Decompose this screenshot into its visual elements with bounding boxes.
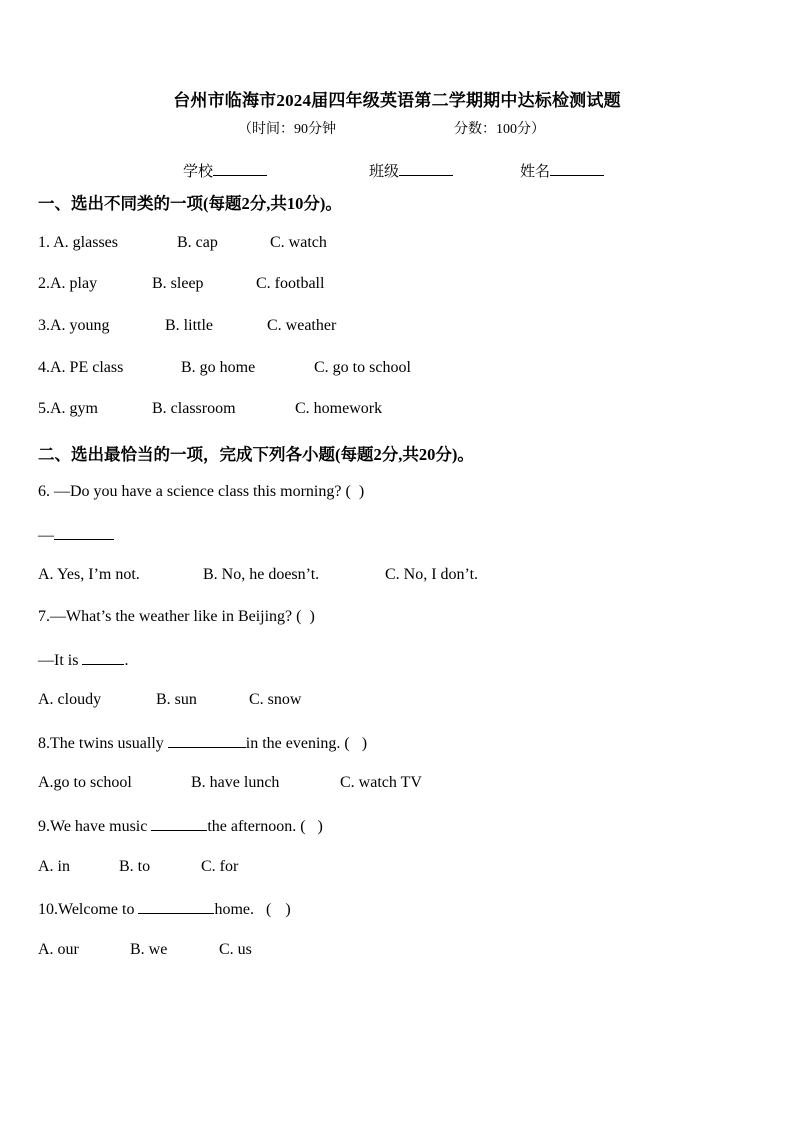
question-5-option-c: C. homework — [295, 400, 383, 417]
reply-blank[interactable] — [54, 525, 114, 540]
question-2-option-b: B. sleep — [152, 275, 204, 292]
class-field — [369, 160, 453, 181]
question-3-option-c: C. weather — [267, 317, 337, 334]
answer-paren-close: ) — [317, 818, 323, 835]
option-a: A. glasses — [53, 234, 119, 251]
school-blank[interactable] — [213, 161, 267, 176]
question-number: 4. — [38, 359, 50, 376]
question-8-stem — [38, 733, 367, 753]
question-number: 1. — [38, 234, 54, 251]
question-10-stem — [38, 899, 291, 919]
question-7-option-c: C. snow — [249, 691, 302, 708]
stem-prefix: 8.The twins usually — [38, 735, 164, 752]
reply-suffix: . — [124, 652, 129, 669]
class-blank[interactable] — [399, 161, 453, 176]
exam-time: （时间：90分钟 — [238, 122, 336, 137]
question-6-text: 6. —Do you have a science class this morning? ( — [38, 483, 351, 500]
school-field — [183, 160, 267, 181]
question-6-stem — [38, 483, 364, 501]
section-1-heading: 一、选出不同类的一项(每题2分,共10分)。 — [38, 194, 342, 213]
question-7-stem — [38, 608, 315, 626]
question-5-option-b: B. classroom — [152, 400, 236, 417]
question-6-option-c: C. No, I don’t. — [385, 566, 479, 583]
question-9-option-b: B. to — [119, 858, 151, 875]
name-blank[interactable] — [550, 161, 604, 176]
question-8-option-a: A.go to school — [38, 774, 132, 791]
question-9-stem — [38, 816, 323, 836]
question-1-option-b: B. cap — [177, 234, 218, 251]
stem-blank[interactable] — [168, 733, 246, 748]
question-4 — [38, 359, 123, 377]
option-a: A. young — [50, 317, 110, 334]
stem-suffix: in the evening. ( — [245, 735, 350, 752]
answer-paren-close: ) — [361, 735, 368, 752]
answer-paren-close: ) — [358, 483, 365, 500]
question-1 — [38, 234, 118, 252]
reply-dash: — — [38, 527, 54, 544]
question-9-option-a: A. in — [38, 858, 70, 875]
reply-blank[interactable] — [82, 650, 124, 665]
class-label: 班级 — [369, 164, 400, 180]
question-8-option-b: B. have lunch — [191, 774, 280, 791]
question-number: 2. — [38, 275, 50, 292]
option-a: A. gym — [50, 400, 98, 417]
question-7-option-b: B. sun — [156, 691, 197, 708]
question-7-option-a: A. cloudy — [38, 691, 102, 708]
question-7-reply — [38, 650, 128, 670]
stem-prefix: 10.Welcome to — [38, 901, 135, 918]
question-10-option-c: C. us — [219, 941, 252, 958]
question-8-option-c: C. watch TV — [340, 774, 422, 791]
option-a: A. PE class — [50, 359, 124, 376]
reply-prefix: —It is — [38, 652, 79, 669]
question-5 — [38, 400, 98, 418]
question-4-option-c: C. go to school — [314, 359, 411, 376]
stem-blank[interactable] — [138, 899, 214, 914]
question-10-option-a: A. our — [38, 941, 79, 958]
question-6-reply — [38, 525, 114, 545]
stem-suffix: home. ( — [214, 901, 272, 918]
question-10-option-b: B. we — [130, 941, 168, 958]
answer-paren-close: ) — [309, 608, 315, 625]
question-9-option-c: C. for — [201, 858, 239, 875]
school-label: 学校 — [183, 164, 214, 180]
question-number: 3. — [38, 317, 50, 334]
name-field — [520, 160, 604, 181]
option-a: A. play — [50, 275, 98, 292]
question-3 — [38, 317, 110, 335]
stem-suffix: the afternoon. ( — [207, 818, 306, 835]
question-6-option-a: A. Yes, I’m not. — [38, 566, 140, 583]
answer-paren-close: ) — [285, 901, 291, 918]
question-4-option-b: B. go home — [181, 359, 256, 376]
section-2-heading: 二、选出最恰当的一项，完成下列各小题(每题2分,共20分)。 — [38, 445, 474, 464]
stem-prefix: 9.We have music — [38, 818, 148, 835]
question-2 — [38, 275, 97, 293]
question-1-option-c: C. watch — [270, 234, 327, 251]
question-3-option-b: B. little — [165, 317, 213, 334]
page-title: 台州市临海市2024届四年级英语第二学期期中达标检测试题 — [173, 91, 621, 110]
question-7-text: 7.—What’s the weather like in Beijing? ( — [38, 608, 302, 625]
name-label: 姓名 — [520, 164, 551, 180]
question-2-option-c: C. football — [256, 275, 325, 292]
stem-blank[interactable] — [151, 816, 207, 831]
exam-score: 分数：100分） — [454, 122, 545, 137]
question-number: 5. — [38, 400, 50, 417]
question-6-option-b: B. No, he doesn’t. — [203, 566, 320, 583]
